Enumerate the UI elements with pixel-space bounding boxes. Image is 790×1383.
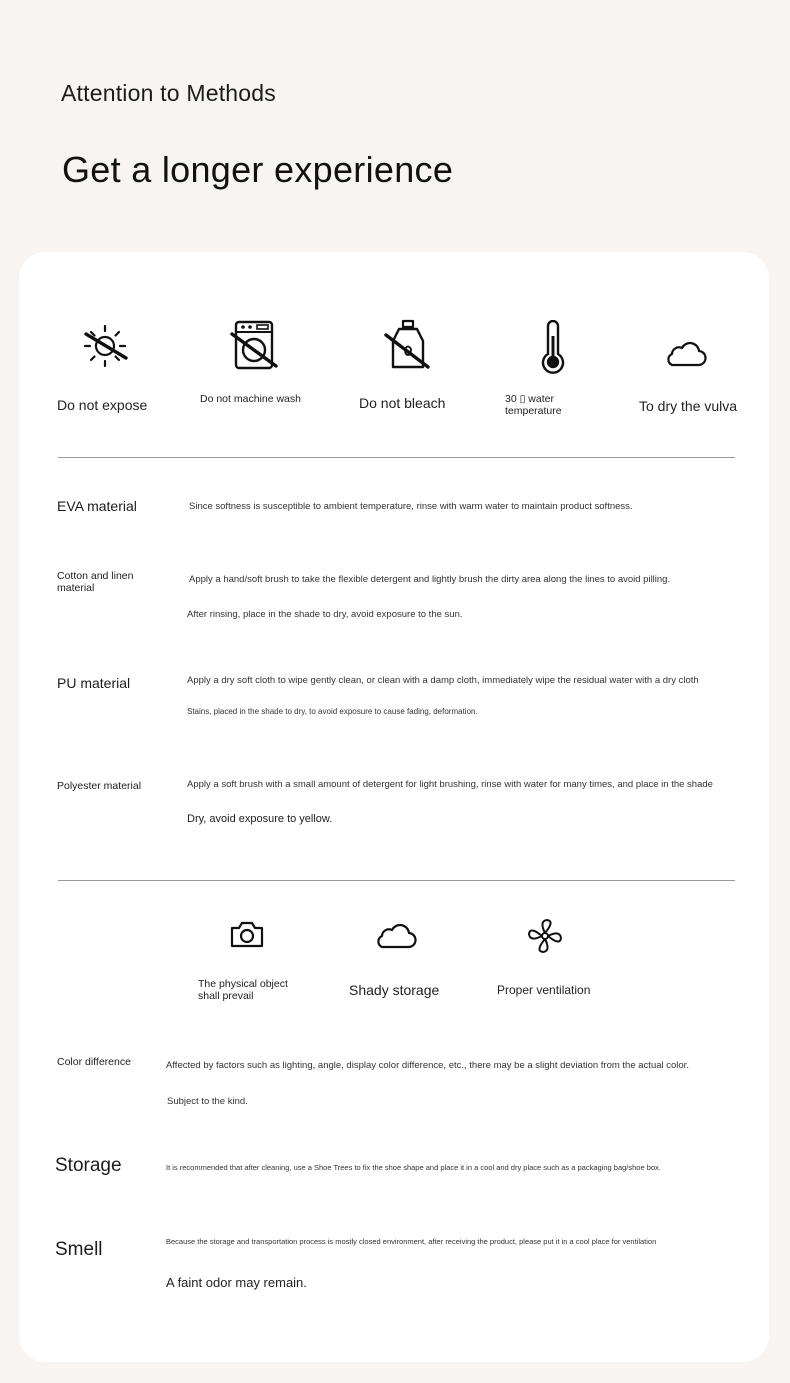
notice-label-shady-storage: Shady storage — [349, 982, 440, 998]
cloud-icon — [662, 336, 708, 368]
no-bleach-icon — [383, 319, 431, 371]
care-card — [19, 252, 769, 1362]
no-machine-wash-icon — [230, 320, 278, 370]
material-name-polyester: Polyester material — [57, 780, 142, 792]
note-name-color-difference: Color difference — [57, 1056, 131, 1068]
divider — [58, 457, 735, 458]
note-name-storage: Storage — [55, 1155, 122, 1176]
note-desc-storage: It is recommended that after cleaning, use a Shoe Trees to fix the shoe shape and place it in a cool and dry place such as a packaging bag/shoe box. — [166, 1163, 661, 1172]
notice-label-ventilation: Proper ventilation — [497, 983, 591, 997]
care-label-expose: Do not expose — [57, 397, 148, 413]
material-desc-polyester-2: Dry, avoid exposure to yellow. — [187, 813, 333, 825]
care-label-machine-wash: Do not machine wash — [200, 393, 301, 405]
material-desc-cotton-linen-2: After rinsing, place in the shade to dry, avoid exposure to the sun. — [187, 609, 463, 620]
fan-icon — [527, 918, 563, 954]
care-label-bleach: Do not bleach — [359, 395, 446, 411]
no-sun-icon — [80, 322, 130, 370]
section-subtitle: Attention to Methods — [61, 80, 276, 106]
note-desc-smell-1: Because the storage and transportation process is mostly closed environment, after receiving the product, please put it in a cool place for ventilation — [166, 1237, 657, 1246]
material-desc-pu-1: Apply a dry soft cloth to wipe gently clean, or clean with a damp cloth, immediately wipe the residual water with a dry cloth — [187, 675, 699, 686]
note-name-smell: Smell — [55, 1239, 103, 1260]
note-desc-color-difference-2: Subject to the kind. — [167, 1096, 248, 1107]
material-name-cotton-linen: Cotton and linen material — [57, 570, 134, 595]
divider — [58, 880, 735, 881]
camera-icon — [229, 919, 265, 949]
material-desc-cotton-linen-1: Apply a hand/soft brush to take the flexible detergent and lightly brush the dirty area along the lines to avoid pilling. — [189, 574, 671, 585]
material-name-eva: EVA material — [57, 498, 137, 514]
material-name-pu: PU material — [57, 675, 131, 691]
notice-label-physical-object: The physical object shall prevail — [198, 978, 288, 1003]
care-label-water-temperature: 30 ▯ water temperature — [505, 393, 562, 418]
note-desc-color-difference-1: Affected by factors such as lighting, angle, display color difference, etc., there may be a slight deviation from the actual color. — [166, 1060, 689, 1071]
material-desc-pu-2: Stains, placed in the shade to dry, to avoid exposure to cause fading, deformation. — [187, 707, 478, 716]
thermometer-icon — [539, 320, 567, 374]
material-desc-eva: Since softness is susceptible to ambient temperature, rinse with warm water to maintain product softness. — [189, 501, 633, 512]
page-title: Get a longer experience — [62, 149, 454, 190]
note-desc-smell-2: A faint odor may remain. — [166, 1275, 307, 1290]
cloud-icon — [372, 918, 418, 950]
material-desc-polyester-1: Apply a soft brush with a small amount of detergent for light brushing, rinse with water for many times, and place in the shade — [187, 779, 713, 790]
care-label-dry: To dry the vulva — [639, 398, 738, 414]
